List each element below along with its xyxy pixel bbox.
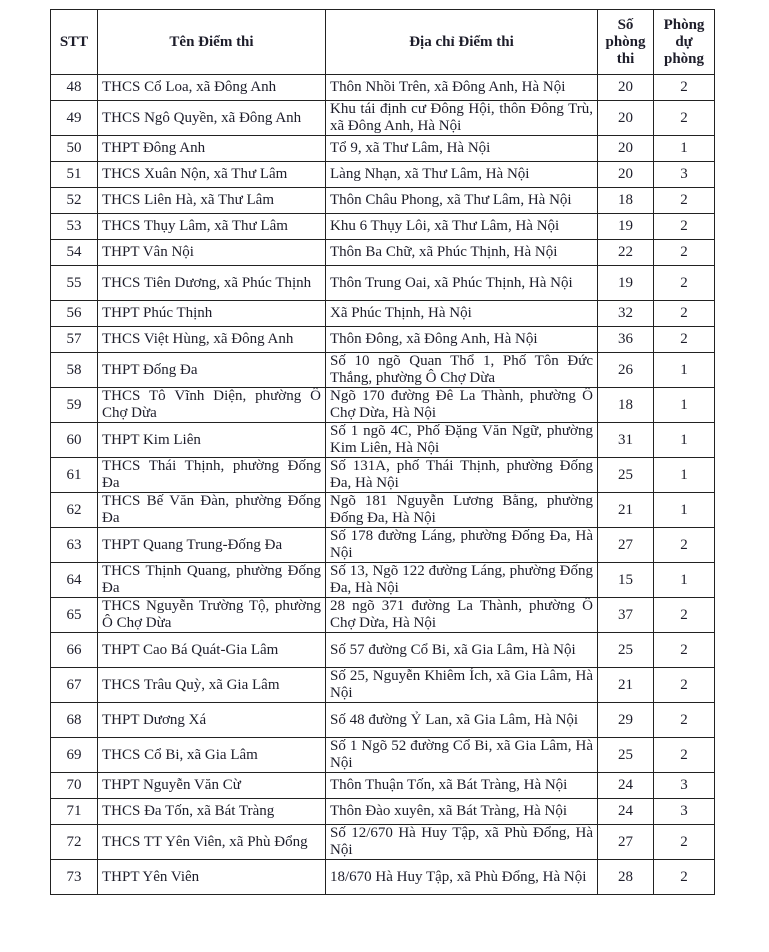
row-room-count: 29: [598, 703, 654, 738]
row-room-count: 27: [598, 528, 654, 563]
table-row: [51, 188, 715, 214]
row-site-name: THCS Tiên Dương, xã Phúc Thịnh: [98, 266, 326, 301]
row-site-address: 28 ngõ 371 đường La Thành, phường Ô Chợ Dừa, Hà Nội: [326, 598, 598, 633]
row-reserve-rooms: 2: [654, 633, 715, 668]
row-site-address: Số 25, Nguyễn Khiêm Ích, xã Gia Lâm, Hà Nội: [326, 668, 598, 703]
table-row: [51, 75, 715, 101]
row-room-count: 31: [598, 423, 654, 458]
table-row: [51, 162, 715, 188]
row-stt: 50: [51, 136, 98, 162]
table-row: [51, 388, 715, 423]
row-stt: 53: [51, 214, 98, 240]
row-site-address: Số 13, Ngõ 122 đường Láng, phường Đống Đa, Hà Nội: [326, 563, 598, 598]
table-row: [51, 353, 715, 388]
row-site-address: Ngõ 181 Nguyễn Lương Bằng, phường Đống Đa, Hà Nội: [326, 493, 598, 528]
row-stt: 73: [51, 860, 98, 895]
row-site-address: 18/670 Hà Huy Tập, xã Phù Đổng, Hà Nội: [326, 860, 598, 895]
row-reserve-rooms: 2: [654, 738, 715, 773]
row-stt: 49: [51, 101, 98, 136]
table-row: [51, 799, 715, 825]
table-row: [51, 598, 715, 633]
table-row: [51, 860, 715, 895]
row-site-address: Tổ 9, xã Thư Lâm, Hà Nội: [326, 136, 598, 162]
row-site-address: Thôn Đào xuyên, xã Bát Tràng, Hà Nội: [326, 799, 598, 825]
row-stt: 58: [51, 353, 98, 388]
row-site-name: THPT Quang Trung-Đống Đa: [98, 528, 326, 563]
row-site-address: Số 178 đường Láng, phường Đống Đa, Hà Nội: [326, 528, 598, 563]
row-site-name: THCS Cổ Bi, xã Gia Lâm: [98, 738, 326, 773]
row-site-name: THPT Đống Đa: [98, 353, 326, 388]
row-site-address: Làng Nhạn, xã Thư Lâm, Hà Nội: [326, 162, 598, 188]
row-site-name: THCS Trâu Quỳ, xã Gia Lâm: [98, 668, 326, 703]
table-row: [51, 703, 715, 738]
row-room-count: 24: [598, 799, 654, 825]
row-reserve-rooms: 2: [654, 188, 715, 214]
row-site-name: THPT Yên Viên: [98, 860, 326, 895]
row-reserve-rooms: 2: [654, 860, 715, 895]
header-room-count: Số phòng thi: [598, 10, 654, 75]
row-reserve-rooms: 3: [654, 799, 715, 825]
row-site-name: THPT Phúc Thịnh: [98, 301, 326, 327]
exam-site-table: [50, 9, 715, 895]
row-site-name: THCS Bế Văn Đàn, phường Đống Đa: [98, 493, 326, 528]
row-site-name: THCS TT Yên Viên, xã Phù Đổng: [98, 825, 326, 860]
row-room-count: 19: [598, 214, 654, 240]
row-reserve-rooms: 2: [654, 266, 715, 301]
row-room-count: 20: [598, 101, 654, 136]
row-site-address: Số 10 ngõ Quan Thổ 1, Phố Tôn Đức Thắng, phường Ô Chợ Dừa: [326, 353, 598, 388]
row-room-count: 36: [598, 327, 654, 353]
row-site-name: THPT Vân Nội: [98, 240, 326, 266]
row-stt: 65: [51, 598, 98, 633]
row-site-name: THCS Xuân Nộn, xã Thư Lâm: [98, 162, 326, 188]
row-site-address: Xã Phúc Thịnh, Hà Nội: [326, 301, 598, 327]
table-row: [51, 301, 715, 327]
row-room-count: 21: [598, 668, 654, 703]
row-reserve-rooms: 1: [654, 423, 715, 458]
row-reserve-rooms: 2: [654, 668, 715, 703]
row-site-address: Thôn Ba Chữ, xã Phúc Thịnh, Hà Nội: [326, 240, 598, 266]
row-site-address: Số 48 đường Ỷ Lan, xã Gia Lâm, Hà Nội: [326, 703, 598, 738]
row-reserve-rooms: 1: [654, 388, 715, 423]
row-room-count: 37: [598, 598, 654, 633]
row-reserve-rooms: 1: [654, 493, 715, 528]
row-site-name: THCS Nguyễn Trường Tộ, phường Ô Chợ Dừa: [98, 598, 326, 633]
row-stt: 60: [51, 423, 98, 458]
table-body: [51, 75, 715, 895]
row-site-name: THPT Kim Liên: [98, 423, 326, 458]
row-room-count: 18: [598, 388, 654, 423]
table-row: [51, 668, 715, 703]
row-stt: 63: [51, 528, 98, 563]
row-room-count: 15: [598, 563, 654, 598]
row-room-count: 32: [598, 301, 654, 327]
row-stt: 62: [51, 493, 98, 528]
row-reserve-rooms: 3: [654, 162, 715, 188]
row-reserve-rooms: 1: [654, 563, 715, 598]
table-row: [51, 738, 715, 773]
row-site-name: THCS Đa Tốn, xã Bát Tràng: [98, 799, 326, 825]
table-row: [51, 423, 715, 458]
row-stt: 57: [51, 327, 98, 353]
row-reserve-rooms: 1: [654, 458, 715, 493]
row-room-count: 22: [598, 240, 654, 266]
row-stt: 56: [51, 301, 98, 327]
row-room-count: 20: [598, 75, 654, 101]
row-reserve-rooms: 3: [654, 773, 715, 799]
table-row: [51, 214, 715, 240]
row-stt: 54: [51, 240, 98, 266]
row-room-count: 20: [598, 136, 654, 162]
row-site-address: Khu 6 Thụy Lôi, xã Thư Lâm, Hà Nội: [326, 214, 598, 240]
row-site-address: Thôn Thuận Tốn, xã Bát Tràng, Hà Nội: [326, 773, 598, 799]
row-reserve-rooms: 2: [654, 214, 715, 240]
table-row: [51, 633, 715, 668]
row-stt: 69: [51, 738, 98, 773]
row-site-name: THPT Nguyễn Văn Cừ: [98, 773, 326, 799]
table-row: [51, 563, 715, 598]
row-stt: 48: [51, 75, 98, 101]
row-stt: 66: [51, 633, 98, 668]
row-stt: 51: [51, 162, 98, 188]
header-reserve-rooms: Phòng dự phòng: [654, 10, 715, 75]
row-site-name: THPT Cao Bá Quát-Gia Lâm: [98, 633, 326, 668]
row-site-address: Thôn Châu Phong, xã Thư Lâm, Hà Nội: [326, 188, 598, 214]
row-reserve-rooms: 1: [654, 136, 715, 162]
row-reserve-rooms: 2: [654, 240, 715, 266]
row-stt: 70: [51, 773, 98, 799]
row-stt: 67: [51, 668, 98, 703]
row-site-name: THCS Việt Hùng, xã Đông Anh: [98, 327, 326, 353]
row-site-address: Thôn Trung Oai, xã Phúc Thịnh, Hà Nội: [326, 266, 598, 301]
header-site-name: Tên Điểm thi: [98, 10, 326, 75]
row-stt: 59: [51, 388, 98, 423]
row-site-name: THCS Cổ Loa, xã Đông Anh: [98, 75, 326, 101]
row-room-count: 26: [598, 353, 654, 388]
row-reserve-rooms: 2: [654, 703, 715, 738]
row-site-name: THCS Ngô Quyền, xã Đông Anh: [98, 101, 326, 136]
row-site-name: THCS Thịnh Quang, phường Đống Đa: [98, 563, 326, 598]
row-reserve-rooms: 2: [654, 825, 715, 860]
row-room-count: 21: [598, 493, 654, 528]
table-row: [51, 528, 715, 563]
row-room-count: 27: [598, 825, 654, 860]
row-site-address: Số 131A, phố Thái Thịnh, phường Đống Đa, Hà Nội: [326, 458, 598, 493]
row-stt: 72: [51, 825, 98, 860]
row-site-address: Số 1 ngõ 4C, Phố Đặng Văn Ngữ, phường Kim Liên, Hà Nội: [326, 423, 598, 458]
row-room-count: 25: [598, 633, 654, 668]
table-row: [51, 493, 715, 528]
row-room-count: 25: [598, 738, 654, 773]
row-reserve-rooms: 2: [654, 598, 715, 633]
table-row: [51, 101, 715, 136]
row-reserve-rooms: 1: [654, 353, 715, 388]
row-site-name: THCS Liên Hà, xã Thư Lâm: [98, 188, 326, 214]
table-row: [51, 458, 715, 493]
header-site-address: Địa chỉ Điểm thi: [326, 10, 598, 75]
row-site-address: Ngõ 170 đường Đê La Thành, phường Ô Chợ Dừa, Hà Nội: [326, 388, 598, 423]
row-room-count: 25: [598, 458, 654, 493]
row-stt: 64: [51, 563, 98, 598]
row-site-name: THCS Thụy Lâm, xã Thư Lâm: [98, 214, 326, 240]
table-row: [51, 327, 715, 353]
table-row: [51, 240, 715, 266]
row-site-address: Thôn Nhồi Trên, xã Đông Anh, Hà Nội: [326, 75, 598, 101]
table-row: [51, 773, 715, 799]
row-stt: 55: [51, 266, 98, 301]
table-row: [51, 825, 715, 860]
row-room-count: 20: [598, 162, 654, 188]
row-reserve-rooms: 2: [654, 327, 715, 353]
row-reserve-rooms: 2: [654, 75, 715, 101]
row-reserve-rooms: 2: [654, 528, 715, 563]
table-header-row: [51, 10, 715, 75]
row-site-address: Số 57 đường Cổ Bi, xã Gia Lâm, Hà Nội: [326, 633, 598, 668]
row-stt: 52: [51, 188, 98, 214]
row-site-address: Khu tái định cư Đông Hội, thôn Đông Trù, xã Đông Anh, Hà Nội: [326, 101, 598, 136]
row-site-name: THCS Tô Vĩnh Diện, phường Ô Chợ Dừa: [98, 388, 326, 423]
table-row: [51, 136, 715, 162]
row-reserve-rooms: 2: [654, 301, 715, 327]
row-site-name: THCS Thái Thịnh, phường Đống Đa: [98, 458, 326, 493]
table-row: [51, 266, 715, 301]
header-stt: STT: [51, 10, 98, 75]
row-stt: 71: [51, 799, 98, 825]
row-site-address: Số 12/670 Hà Huy Tập, xã Phù Đổng, Hà Nội: [326, 825, 598, 860]
row-reserve-rooms: 2: [654, 101, 715, 136]
row-stt: 61: [51, 458, 98, 493]
row-room-count: 18: [598, 188, 654, 214]
row-stt: 68: [51, 703, 98, 738]
row-room-count: 24: [598, 773, 654, 799]
row-site-name: THPT Đông Anh: [98, 136, 326, 162]
row-site-name: THPT Dương Xá: [98, 703, 326, 738]
row-site-address: Số 1 Ngõ 52 đường Cổ Bi, xã Gia Lâm, Hà Nội: [326, 738, 598, 773]
row-room-count: 28: [598, 860, 654, 895]
row-site-address: Thôn Đông, xã Đông Anh, Hà Nội: [326, 327, 598, 353]
row-room-count: 19: [598, 266, 654, 301]
